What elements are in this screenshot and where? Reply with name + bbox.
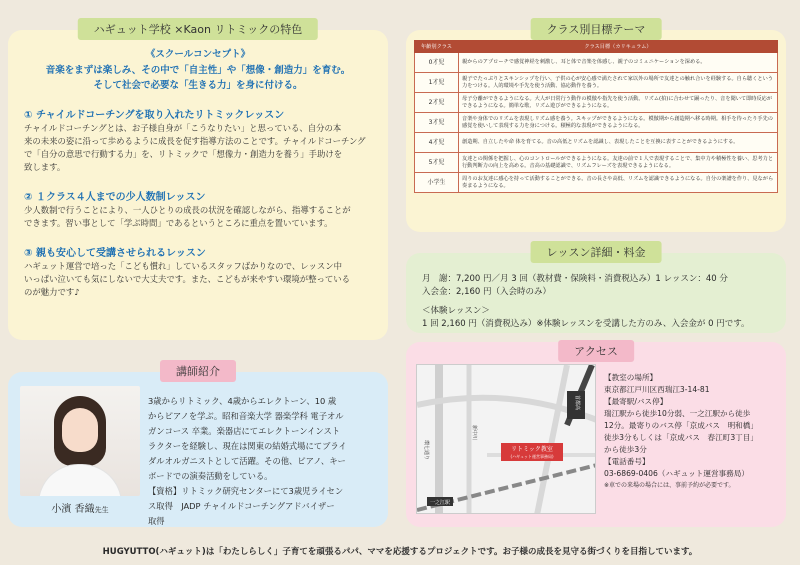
class-goal: 創造期、自立したや命 体を育てる。音の高低とリズムを認識し、表現したことを互換に表すことができるようにする。 — [459, 133, 778, 153]
lesson-label: レッスン詳細・料金 — [531, 241, 662, 263]
map-school-label: リトミック教室 — [511, 446, 553, 453]
class-age: 4才児 — [415, 133, 459, 153]
class-row — [415, 133, 778, 153]
class-table: 年齢別クラス クラス目標（カリキュラム） 0才児 親からのアプローチで感覚神経を刺激し、耳と体で音楽を体感し、親子のコミュニケーションを深める。 1才児 親子でたっぷりとスキンシップを行い、子供の心が安心感で満たされて家以外の場所で友達との触れ合いを経験する。自ら聴くという力をつける。人的環境や手先を使う活動、協応動作を養う。 2才児 母子分離ができるようになる。大人が日常行う動作の模倣や指先を使う活動。リズム(拍)に合わせて踊ったり、音を聞いて即時反応ができるようになる。簡単な歌、リズム遊びができるようになる。 3才児 音楽や身体でのリズムを表現しリズム感を養う。スキップができるようになる。模倣期から創造期へ移る時期。相手を待ったり手先の感覚を使いして表現する力を身につける。積極的な表現ができるようになる。 4才児 創造期、自立したや命 体を育てる。音の高低とリズムを認識し、表現したことを互換に表すことができるようにする。 5才児 友達との関係を把握し、心のコントロールができるようになる。友達の前で１人で表現することで、集中力や積極性を養い、思考力と行動判断力の向上を高める。音高の基礎認識で、リズムフレーズを表現できるようになる。 小学生 周りのお友達に感心を持って活動することができる。音の長さや高低、リズムを認識できるようになる。自分の楽譜を作り、見ながら奏まるようになる。 — [414, 40, 778, 193]
class-row — [415, 73, 778, 93]
class-goal: 母子分離ができるようになる。大人が日常行う動作の模倣や指先を使う活動。リズム(拍)に合わせて踊ったり、音を聞いて即時反応ができるようになる。簡単な歌、リズム遊びができるようになる。 — [459, 93, 778, 113]
feature-heading: ③ 親も安心して受講させられるレッスン — [24, 248, 206, 259]
class-theme-panel — [406, 23, 786, 232]
feature-heading: ② １クラス４人までの少人数制レッスン — [24, 192, 206, 203]
class-row — [415, 173, 778, 193]
lesson-text: 月 謝：7,200 円／月 3 回（教材費・保険料・消費税込み）1 レッスン：40 分 入会金：2,160 円（入会時のみ） ＜体験レッスン＞ 1 回 2,160 円（消費税込み）※体験レッスンを受講した方のみ、入会金が 0 円です。 — [422, 274, 750, 329]
concept-line: そして社会で必要な「生きる力」を身に付ける。 — [93, 80, 303, 91]
access-map — [416, 364, 596, 514]
instructor-label: 講師紹介 — [160, 360, 236, 382]
class-goal: 親子でたっぷりとスキンシップを行い、子供の心が安心感で満たされて家以外の場所で友達との触れ合いを経験する。自ら聴くという力をつける。人的環境や手先を使う活動、協応動作を養う。 — [459, 73, 778, 93]
access-info: 【教室の場所】 東京都江戸川区西瑞江3-14-81 【最寄駅/バス停】 瑞江駅から徒歩10分弱、一之江駅から徒歩 12分。最寄りのバス停「京成バス 明和橋」 徒歩3分もしくは「京成バス 春江町3丁目」 から徒歩3分 【電話番号】 03-6869-0406（ハギュット運営事務局） ※車での来場の場合には、事前予約が必要です。 — [604, 372, 780, 492]
map-station-label: 一之江駅 — [429, 500, 451, 506]
access-panel — [406, 342, 786, 527]
class-age: 0才児 — [415, 53, 459, 73]
class-goal: 友達との関係を把握し、心のコントロールができるようになる。友達の前で１人で表現することで、集中力や積極性を養い、思考力と行動判断力の向上を高める。音高の基礎認識で、リズムフレーズを表現できるようになる。 — [459, 153, 778, 173]
instructor-profile: 3歳からリトミック、4歳からエレクトーン、10 歳 からピアノを学ぶ。昭和音楽大学 器楽学科 電子オル ガンコース 卒業。楽器店にてエレクトーンインスト ラクターを経験し、現在は関東の結婚式場にてブライ ダルオルガニストとして活躍。その他、ピアノ、キー ボードでの演奏活動をしている。 【資格】リトミック研究センターにて3歳児ライセン ス取得 JADP チャイルドコーチングアドバイザー 取得 — [148, 396, 347, 526]
instructor-panel — [8, 365, 388, 527]
lesson-panel — [406, 246, 786, 333]
features-label: ハギュット学校 ×Kaon リトミックの特色 — [78, 18, 318, 40]
features-panel — [8, 23, 388, 340]
class-age: 小学生 — [415, 173, 459, 193]
map-road-label: 環七通り — [423, 440, 429, 461]
concept-title: 《スクールコンセプト》 — [145, 49, 251, 60]
footer-text: HUGYUTTO(ハギュット)は「わたしらしく」子育てを頑張るパパ、ママを応援するプロジェクトです。お子様の成長を見守る街づくりを目指しています。 — [102, 547, 698, 557]
class-goal: 親からのアプローチで感覚神経を刺激し、耳と体で音楽を体感し、親子のコミュニケーションを深める。 — [459, 53, 778, 73]
class-row — [415, 113, 778, 133]
feature-heading: ① チャイルドコーチングを取り入れたリトミックレッスン — [24, 110, 285, 121]
feature-text: 少人数制で行うことにより、一人ひとりの成長の状況を確認しながら、指導することが できます。習い事として「学ぶ時間」であるというところに重点を置いています。 — [24, 205, 351, 228]
instructor-photo — [20, 386, 140, 496]
map-highway-label: 首都高 — [574, 395, 580, 411]
feature-text: チャイルドコーチングとは、お子様自身が「こうなりたい」と思っている、自分の本 来の未来の姿に沿って歩めるように成長を促す指導方法のことです。チャイルドコーチング で「自分の意思で行動する力」を、リトミックで「想像力・創造力を養う」手助けを 致します。 — [24, 123, 366, 172]
feature-text: ハギュット運営で培った「こども慣れ」しているスタッフばかりなので、レッスン中 いっぱい泣いても気にしないで大丈夫です。また、こどもが来やすい環境が整っている のが魅力です♪ — [24, 261, 350, 297]
class-goal: 周りのお友達に感心を持って活動することができる。音の長さや高低、リズムを認識できるようになる。自分の楽譜を作り、見ながら奏まるようになる。 — [459, 173, 778, 193]
class-age: 2才児 — [415, 93, 459, 113]
class-row — [415, 153, 778, 173]
class-theme-label: クラス別目標テーマ — [531, 18, 662, 40]
class-age: 1才児 — [415, 73, 459, 93]
class-age: 3才児 — [415, 113, 459, 133]
instructor-name: 小濱 香織先生 — [51, 504, 109, 515]
class-goal: 音楽や身体でのリズムを表現しリズム感を養う。スキップができるようになる。模倣期から創造期へ移る時期。相手を待ったり手先の感覚を使いして表現する力を身につける。積極的な表現ができるようになる。 — [459, 113, 778, 133]
concept-line: 音楽をまずは楽しみ、その中で「自主性」や「想像・創造力」を育む。 — [45, 65, 351, 76]
map-school-sub: (ハギュット運営事務局) — [510, 454, 554, 459]
access-note: ※車での来場の場合には、事前予約が必要です。 — [604, 482, 735, 489]
map-river-label: 新中川 — [471, 425, 477, 441]
class-row — [415, 53, 778, 73]
access-label: アクセス — [558, 340, 634, 362]
class-row — [415, 93, 778, 113]
class-age: 5才児 — [415, 153, 459, 173]
